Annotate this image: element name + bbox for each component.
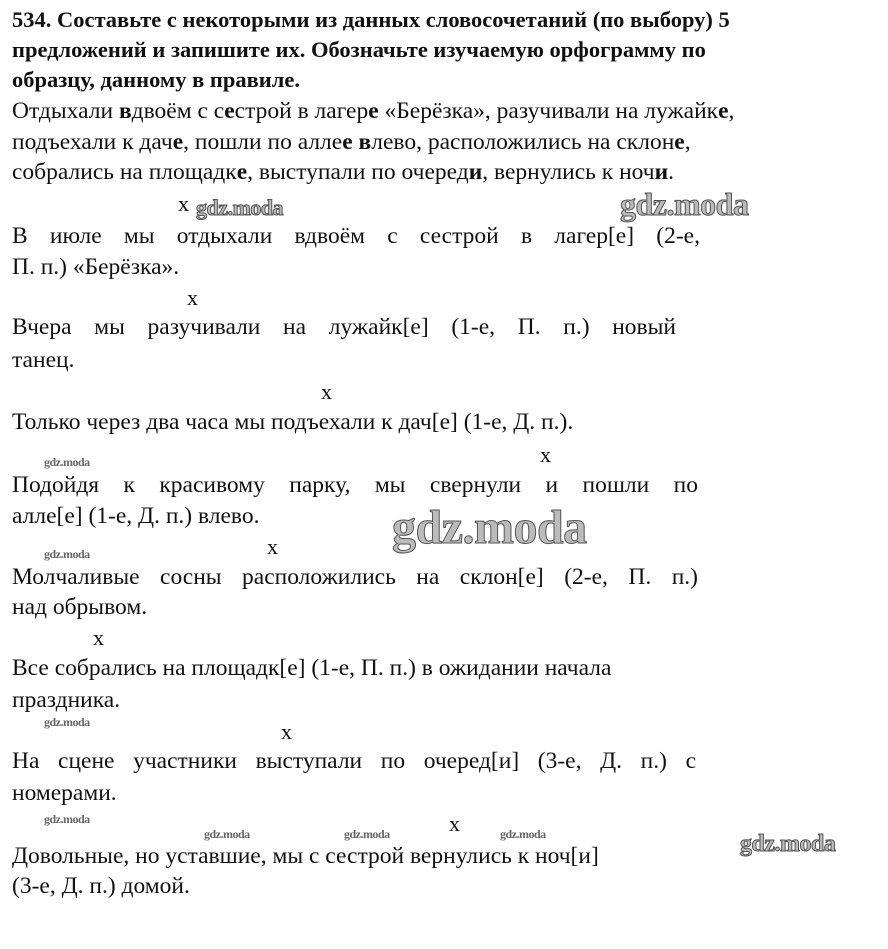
watermark-logo: gdz.moda (392, 501, 587, 554)
text-segment: , (728, 98, 735, 124)
stress-mark: x (540, 442, 551, 467)
task-header-line: предложений и запишите их. Обозначьте изучаемую орфограмму по (12, 37, 706, 62)
text-segment: . (668, 159, 675, 185)
orthogram-letter: и (468, 159, 483, 185)
text-segment: Отдыхали (12, 98, 119, 124)
answer-sentence-line: В июле мы отдыхали вдвоём с сестрой в лагер[е] (2-е, (12, 223, 700, 249)
text-segment: подъехали к дач (12, 129, 173, 155)
orthogram-letter: е (342, 129, 353, 155)
answer-sentence-line: танец. (12, 347, 75, 373)
stress-mark: x (449, 811, 460, 836)
answer-sentence-line: Довольные, но уставшие, мы с сестрой вернулись к ноч[и] (12, 843, 599, 869)
stress-mark: x (281, 719, 292, 744)
orthogram-letter: в (358, 129, 372, 155)
answer-sentence-line: Подойдя к красивому парку, мы свернули и пошли по (12, 472, 698, 498)
answer-sentence-line: Вчера мы разучивали на лужайк[е] (1-е, П. п.) новый (12, 314, 676, 340)
orthogram-letter: е (674, 129, 685, 155)
answer-sentence-line: Только через два часа мы подъехали к дач[е] (1-е, Д. п.). (12, 409, 574, 435)
text-segment: лево, расположились на склон (371, 129, 675, 155)
answer-sentence-line: Молчаливые сосны расположились на склон[е] (2-е, П. п.) (12, 564, 698, 590)
watermark-logo: gdz.moda (44, 455, 90, 469)
watermark-logo: gdz.moda (500, 827, 546, 841)
orthogram-letter: е (224, 98, 235, 124)
answer-sentence-line: На сцене участники выступали по очеред[и] (3-е, Д. п.) с (12, 748, 696, 774)
watermark-logo: gdz.moda (344, 827, 390, 841)
answer-sentence-line: (3-е, Д. п.) домой. (12, 873, 190, 899)
answer-sentence-line: праздника. (12, 687, 121, 713)
orthogram-letter: е (236, 159, 248, 185)
text-segment: строй в лагер (234, 98, 369, 124)
stress-mark: x (93, 625, 104, 650)
watermark-logo: gdz.moda (44, 715, 90, 729)
stress-mark: x (321, 379, 332, 404)
orthogram-letter: в (118, 98, 132, 124)
text-segment: «Берёзка», разучивали на лужайк (378, 98, 719, 124)
task-header-line: 534. Составьте с некоторыми из данных словосочетаний (по выбору) 5 (12, 7, 730, 32)
watermark-logo: gdz.moda (204, 827, 250, 841)
phrases-line (12, 128, 691, 156)
stress-mark: x (187, 285, 198, 310)
orthogram-letter: е (172, 129, 184, 155)
watermark-logo: gdz.moda (620, 186, 749, 222)
text-segment: двоём с с (131, 98, 225, 124)
phrases-line (12, 158, 674, 186)
text-segment: , (684, 129, 691, 155)
stress-mark: x (178, 191, 189, 216)
answer-sentence-line: Все собрались на площадк[е] (1-е, П. п.) в ожидании начала (12, 655, 612, 681)
stress-mark: x (267, 534, 278, 559)
watermark-logo: gdz.moda (196, 195, 284, 220)
text-segment: , выступали по очеред (247, 159, 469, 185)
text-segment: , пошли по алле (183, 129, 343, 155)
watermark-logo: gdz.moda (44, 812, 90, 826)
answer-sentence-line: над обрывом. (12, 594, 148, 620)
orthogram-letter: е (718, 98, 729, 124)
answer-sentence-line: номерами. (12, 780, 117, 806)
phrases-line (12, 97, 734, 125)
answer-sentence-line: алле[е] (1-е, Д. п.) влево. (12, 503, 260, 529)
text-segment: собрались на площадк (12, 159, 237, 185)
task-header-line: образцу, данному в правиле. (12, 67, 300, 92)
text-segment: , вернулись к ноч (482, 159, 655, 185)
watermark-logo: gdz.moda (44, 547, 90, 561)
orthogram-letter: и (654, 159, 669, 185)
watermark-logo: gdz.moda (740, 831, 836, 857)
answer-sentence-line: П. п.) «Берёзка». (12, 254, 180, 280)
orthogram-letter: е (368, 98, 379, 124)
